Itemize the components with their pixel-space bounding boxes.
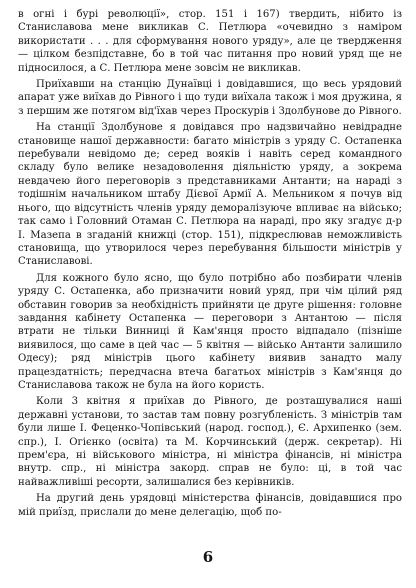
- paragraph-finance-delegation: На другий день урядовці міністерства фінансів, довідавшися про мій приїзд, прислали до мене делегацію, щоб по-: [18, 493, 402, 518]
- paragraph-rivne-arrival: Коли 3 квітня я приїхав до Рівного, де розташувалися наші державні установи, то застав там повну розгубленість. З міністрів там були лише І. Феценко-Чопівський (народ. господ.), Є. Архипенко (зем. спр.), І. Огієнко (освіта) та М. Корчинський (держ. секретар). Ні прем'єра, ні військового міністра, ні міністра фінансів, ні міністра внутр. спр., ні міністра закорд. справ не було: ці, в той час найважливіші ресорти, залишалися без керівників.: [18, 396, 402, 488]
- paragraph-zdolbunove-situation: На станції Здолбунове я довідався про надзвичайно невідрадне становище нашої державности: багато міністрів з уряду С. Остапенка перебували невідомо де; серед вояків і навіть серед командного складу було велике незадоволення діяльністю уряду, а зокрема невдачею його переговорів з представниками Антанти; на нараді з тодішнім начальником штабу Дієвої Армії А. Мельником я почув від нього, що відсутність членів уряду деморалізуюче впливає на військо; так само і Головний Отаман С. Петлюра на нараді, про яку згадує д-р І. Мазепа в згаданій книжці (стор. 151), підкреслював неможливість становища, що утворилося через перебування більшости міністрів у Станиславові.: [18, 122, 402, 268]
- body-text: [18, 8, 402, 519]
- paragraph-continued: в огні і бурі революції», стор. 151 і 167) твердить, нібито із Станиславова мене викликав С. Петлюра «очевидно з наміром використати . . . для сформування нового уряду», але це твердження — цілком безпідставне, бо в той час питання про новий уряд ще не підносилося, а С. Петлюра мене зовсім не викликав.: [18, 9, 402, 74]
- paragraph-arrival-dunaivtsi: Приїхавши на станцію Дунаївці і довідавшися, що весь урядовий апарат уже виїхав до Рівного і що туди виїхала також і моя дружина, я з першим же потягом від'їхав через Проскурів і Здолбунове до Рівного.: [18, 79, 402, 117]
- page-number: 6: [202, 548, 214, 566]
- paragraph-new-government-need: Для кожного було ясно, що було потрібно або позбирати членів уряду С. Остапенка, або призначити новий уряд, при чім цілий ряд обставин говорив за необхідність прийняти це друге рішення: головне завдання кабінету Остапенка — переговори з Антантою — після втрати не тільки Винниці й Кам'янця просто відпадало (пізніше виявилося, що саме в цей час — 5 квітня — військо Антанти залишило Одесу); ряд міністрів цього кабінету виявив занадто малу працездатність; передчасна втеча багатьох міністрів з Кам'янця до Станиславова також не була на його користь.: [18, 272, 402, 391]
